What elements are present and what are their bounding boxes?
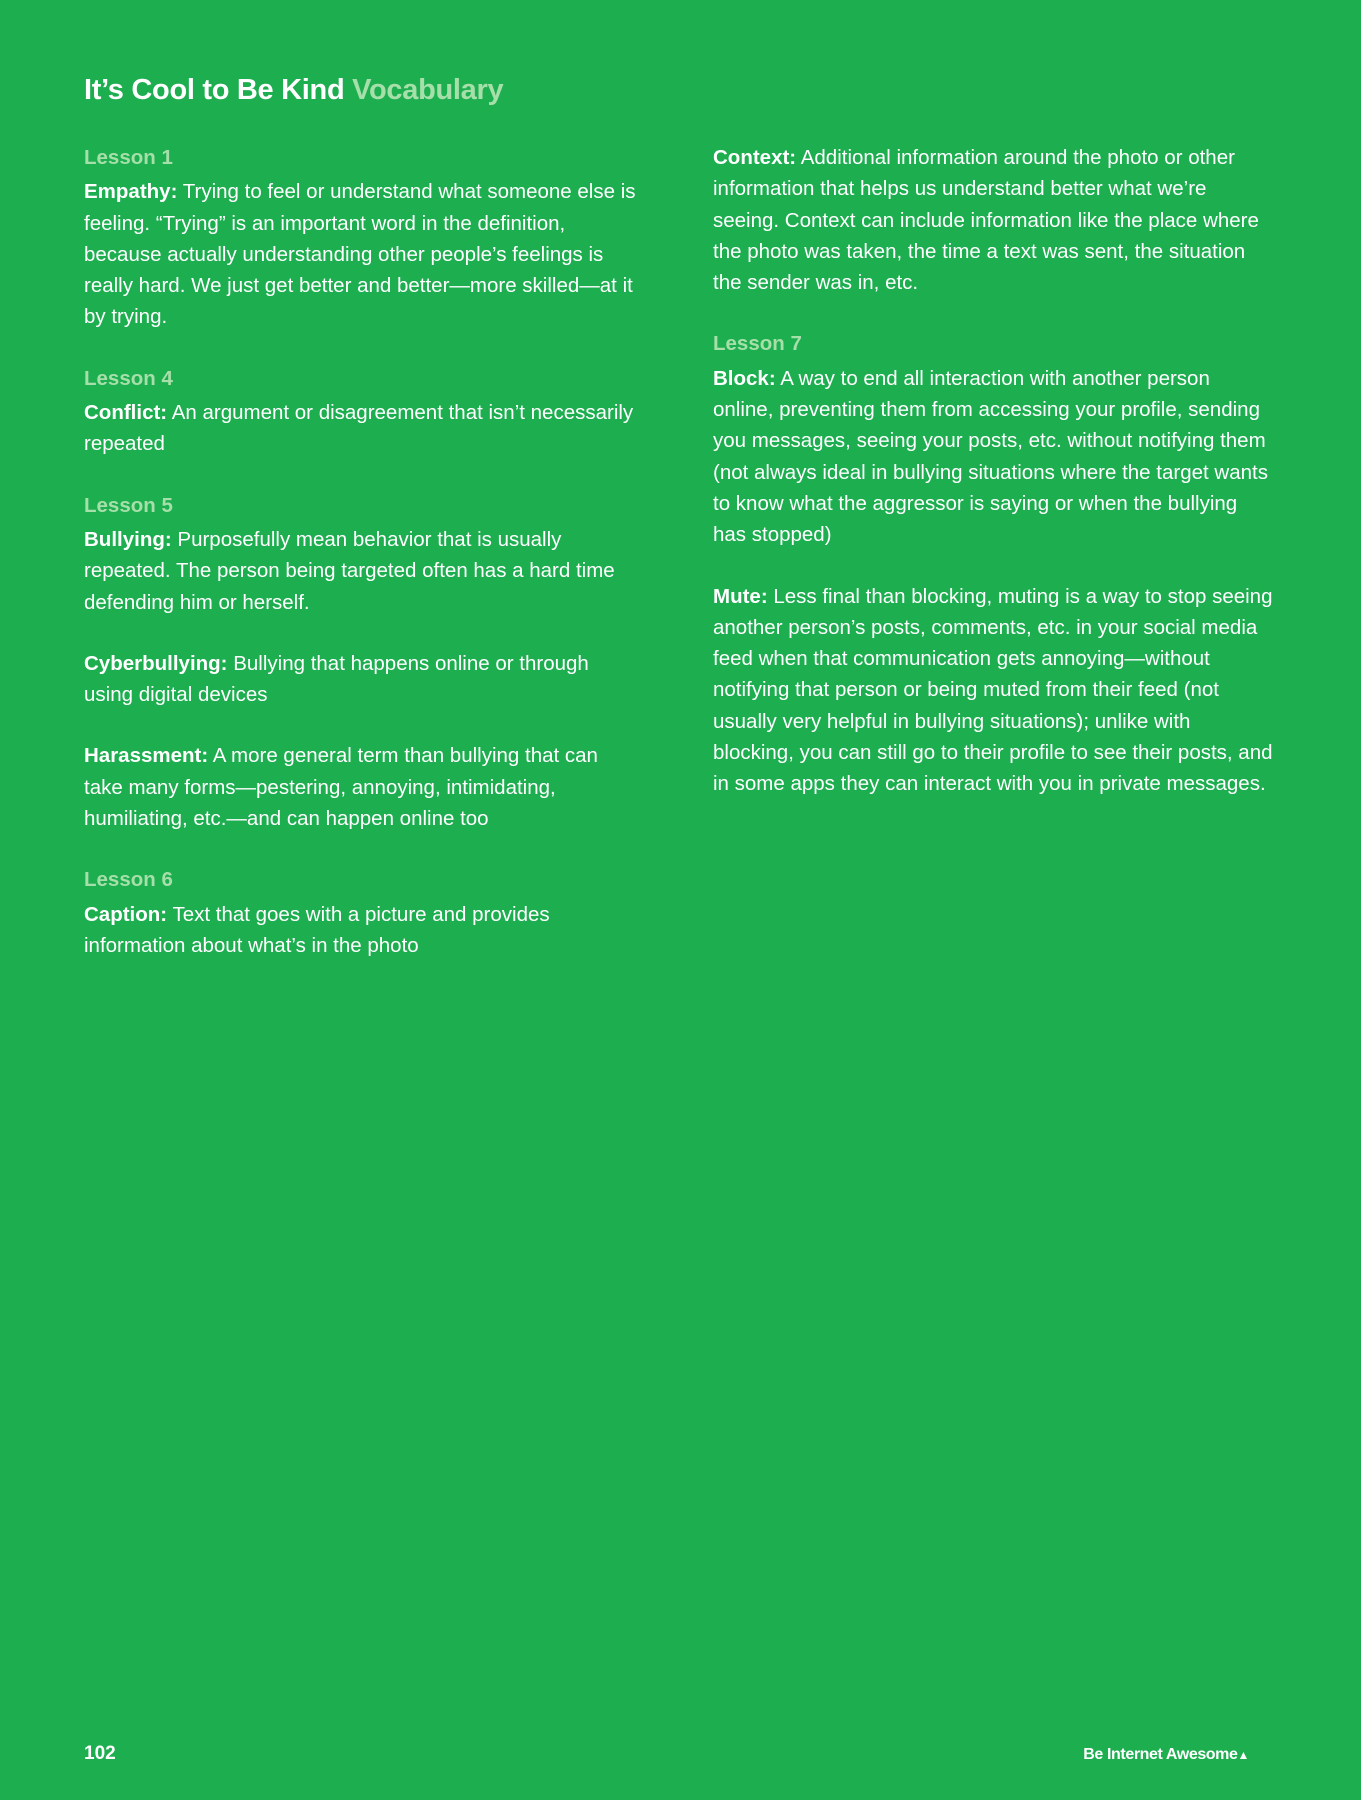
brand-name: Be Internet Awesome: [1083, 1746, 1238, 1763]
term-harassment: Harassment:: [84, 744, 209, 768]
term-conflict: Conflict:: [84, 401, 168, 425]
lesson-heading-4: Lesson 4: [84, 366, 173, 390]
term-block: Block:: [713, 366, 776, 390]
page-title: [84, 74, 503, 107]
vocab-entry-context: [713, 142, 1273, 298]
term-empathy: Empathy:: [84, 180, 178, 204]
definition-context: Additional information around the photo or other information that helps us understand better what we’re seeing. Context can include information like the place where the photo was taken, the time a text was sent, the situation the sender was in, etc.: [713, 146, 1259, 295]
left-column: [84, 142, 639, 991]
lesson-heading-5: Lesson 5: [84, 493, 173, 517]
page-number: 102: [84, 1743, 116, 1764]
vocab-entry-cyberbullying: [84, 648, 639, 711]
brand-logo: [1083, 1746, 1249, 1764]
lesson-heading-1: Lesson 1: [84, 146, 173, 169]
vocab-entry-caption: [84, 899, 639, 962]
lesson-heading-7: Lesson 7: [713, 332, 802, 356]
brand-triangle-icon: ▲: [1237, 1748, 1249, 1762]
term-mute: Mute:: [713, 584, 768, 608]
lesson-heading-6: Lesson 6: [84, 868, 173, 892]
definition-caption: Text that goes with a picture and provides information about what’s in the photo: [84, 902, 550, 957]
title-subtitle: Vocabulary: [352, 74, 504, 106]
definition-mute: Less final than blocking, muting is a way to stop seeing another person’s posts, comments, etc. in your social media feed when that communication gets annoying—without notifying that person or being muted from their feed (not usually very helpful in bullying situations); unlike with blocking, you can still go to their profile to see their posts, and in some apps they can interact with you in private messages.: [713, 584, 1273, 796]
vocab-entry-conflict: [84, 397, 639, 460]
term-context: Context:: [713, 146, 797, 169]
vocab-entry-mute: [713, 581, 1273, 800]
vocab-entry-bullying: [84, 524, 639, 618]
right-column: [713, 142, 1273, 830]
term-caption: Caption:: [84, 902, 168, 926]
definition-cyberbullying: Bullying that happens online or through using digital devices: [84, 651, 589, 707]
definition-empathy: Trying to feel or understand what someone else is feeling. “Trying” is an important word in the definition, because actually understanding other people’s feelings is really hard. We just get better and better—more skilled—at it by trying.: [84, 180, 636, 329]
definition-bullying: Purposefully mean behavior that is usually repeated. The person being targeted often has a hard time defending him or herself.: [84, 527, 615, 614]
definition-block: A way to end all interaction with another person online, preventing them from accessing your profile, sending you messages, seeing your posts, etc. without notifying them (not always ideal in bullying situations where the target wants to know what the aggressor is saying or when the bullying has stopped): [713, 366, 1268, 547]
vocab-entry-harassment: [84, 740, 639, 834]
term-bullying: Bullying:: [84, 527, 172, 551]
term-cyberbullying: Cyberbullying:: [84, 651, 228, 675]
definition-conflict: An argument or disagreement that isn’t necessarily repeated: [84, 401, 634, 456]
vocab-entry-empathy: [84, 176, 639, 332]
definition-harassment: A more general term than bullying that can take many forms—pestering, annoying, intimidating, humiliating, etc.—and can happen online too: [84, 744, 598, 831]
vocab-entry-block: [713, 363, 1273, 551]
title-main: It’s Cool to Be Kind: [84, 74, 345, 106]
